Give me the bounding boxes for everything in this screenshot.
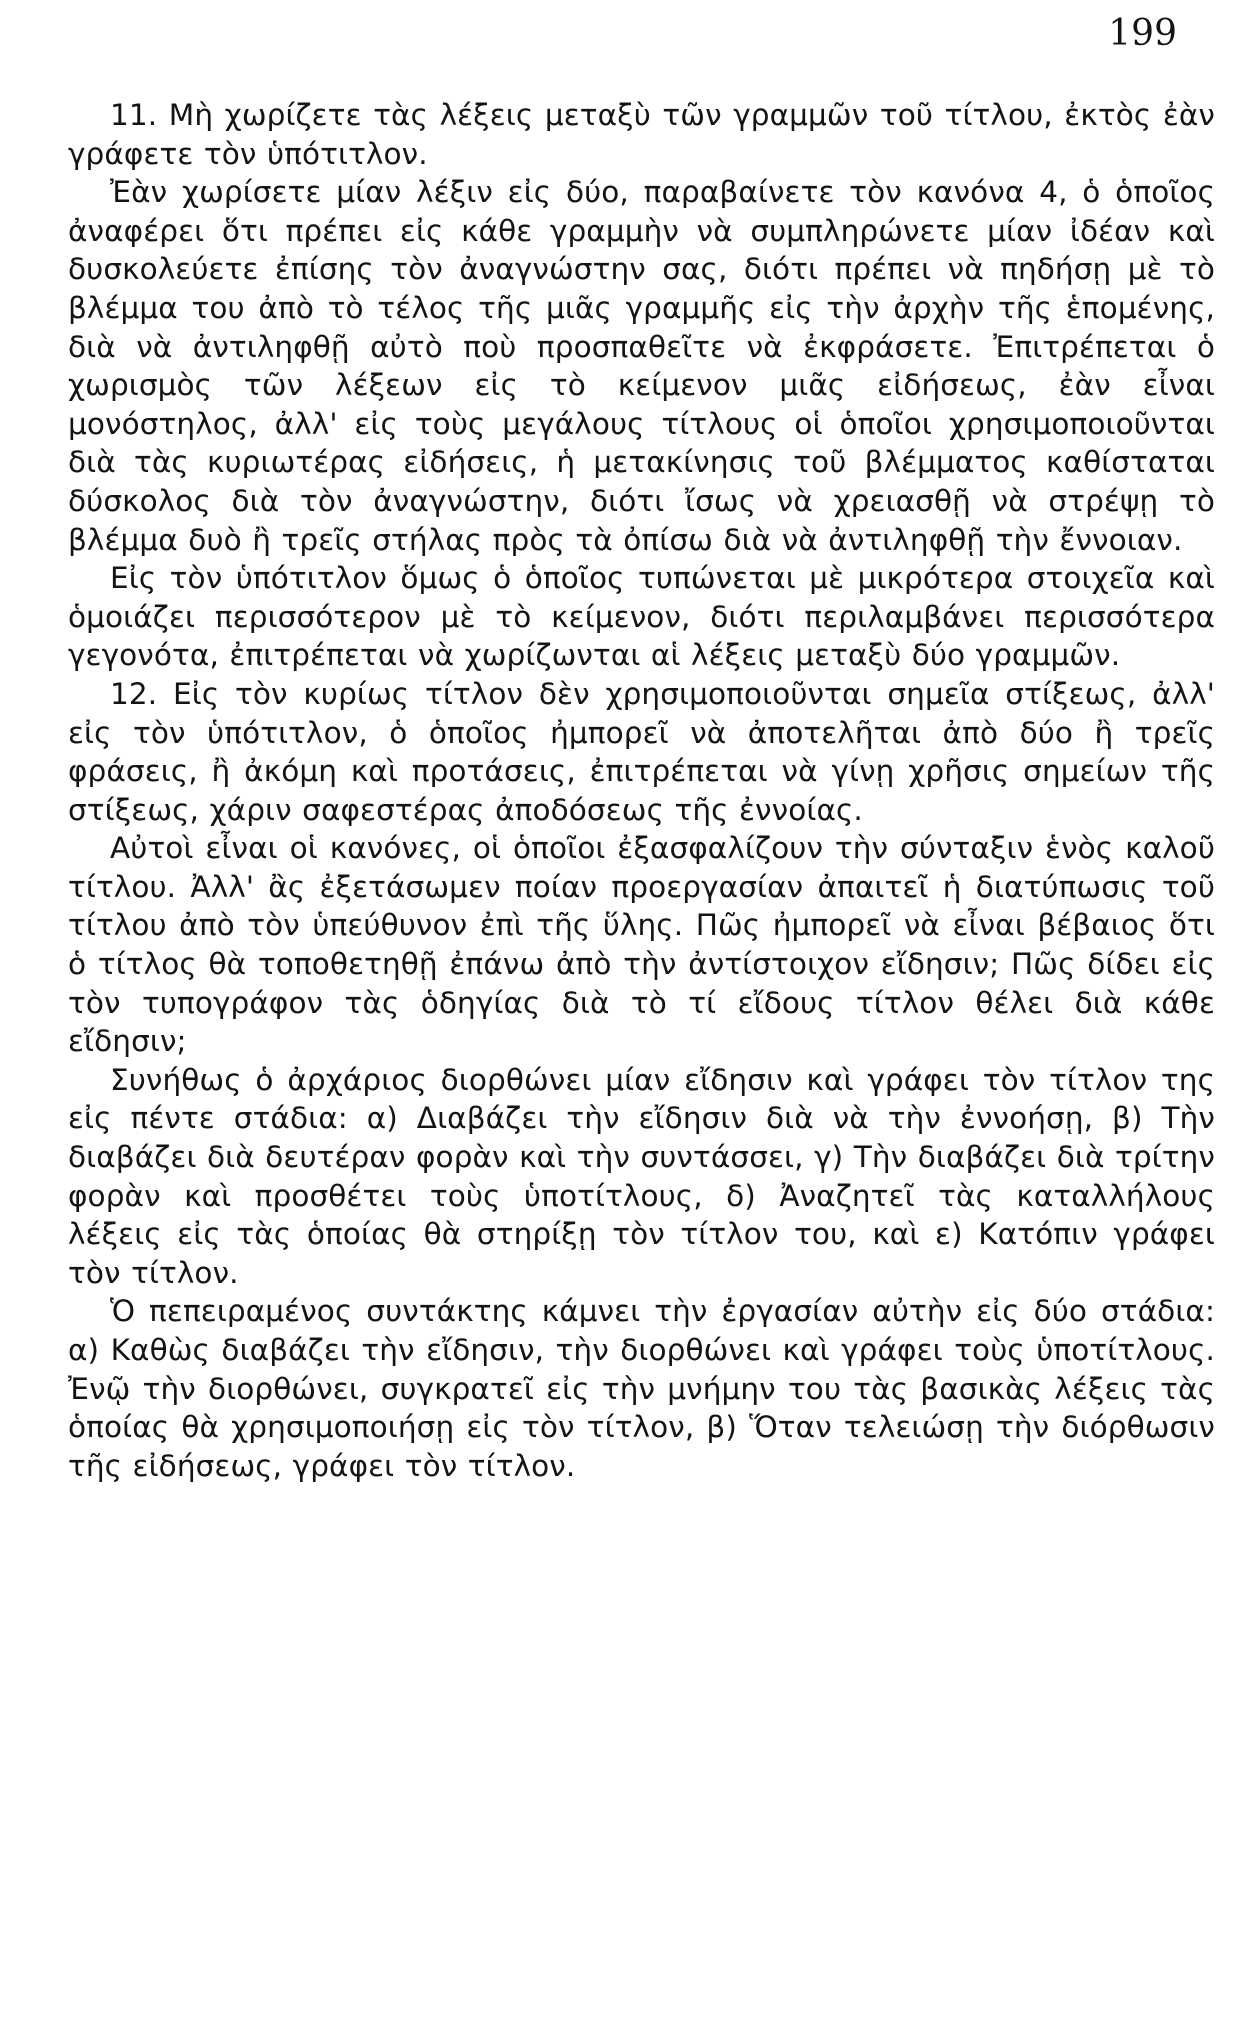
paragraph-subtitle-exception: Εἰς τὸν ὑπότιτλον ὅμως ὁ ὁποῖος τυπώνεται μὲ μικρότερα στοιχεῖα καὶ ὁμοιάζει περισσότερον μὲ τὸ κείμενον, διότι περιλαμβάνει περισσότερα γεγονότα, ἐπιτρέπεται νὰ χωρίζωνται αἱ λέξεις μεταξὺ δύο γραμμῶν.	[68, 561, 1215, 673]
paragraph-beginner-stages: Συνήθως ὁ ἀρχάριος διορθώνει μίαν εἴδησιν καὶ γράφει τὸν τίτλον της εἰς πέντε στάδια: α) Διαβάζει τὴν εἴδησιν διὰ νὰ τὴν ἐννοήσῃ, β) Τὴν διαβάζει διὰ δευτέραν φορὰν καὶ τὴν συντάσσει, γ) Τὴν διαβάζει διὰ τρίτην φορὰν καὶ προσθέτει τοὺς ὑποτίτλους, δ) Ἀναζητεῖ τὰς καταλλήλους λέξεις εἰς τὰς ὁποίας θὰ στηρίξῃ τὸν τίτλον του, καὶ ε) Κατόπιν γράφει τὸν τίτλον.	[68, 1062, 1215, 1290]
paragraph-rule-11: 11. Μὴ χωρίζετε τὰς λέξεις μεταξὺ τῶν γραμμῶν τοῦ τίτλου, ἐκτὸς ἐὰν γράφετε τὸν ὑπότιτλον.	[68, 98, 1215, 171]
paragraph-experienced-stages: Ὁ πεπειραμένος συντάκτης κάμνει τὴν ἐργασίαν αὐτὴν εἰς δύο στάδια: α) Καθὼς διαβάζει τὴν εἴδησιν, τὴν διορθώνει καὶ γράφει τοὺς ὑποτίτλους. Ἐνῷ τὴν διορθώνει, συγκρατεῖ εἰς τὴν μνήμην του τὰς βασικὰς λέξεις τὰς ὁποίας θὰ χρησιμοποιήσῃ εἰς τὸν τίτλον, β) Ὅταν τελειώσῃ τὴν διόρθωσιν τῆς εἰδήσεως, γράφει τὸν τίτλον.	[68, 1294, 1215, 1483]
text-body	[68, 96, 1215, 1485]
page-number: 199	[1108, 13, 1177, 54]
paragraph-rule-12: 12. Εἰς τὸν κυρίως τίτλον δὲν χρησιμοποιοῦνται σημεῖα στίξεως, ἀλλ' εἰς τὸν ὑπότιτλον, ὁ ὁποῖος ἠμπορεῖ νὰ ἀποτελῆται ἀπὸ δύο ἢ τρεῖς φράσεις, ἢ ἀκόμη καὶ προτάσεις, ἐπιτρέπεται νὰ γίνῃ χρῆσις σημείων τῆς στίξεως, χάριν σαφεστέρας ἀποδόσεως τῆς ἐννοίας.	[68, 676, 1215, 827]
paragraph-rules-summary: Αὐτοὶ εἶναι οἱ κανόνες, οἱ ὁποῖοι ἐξασφαλίζουν τὴν σύνταξιν ἑνὸς καλοῦ τίτλου. Ἀλλ' ἂς ἐξετάσωμεν ποίαν προεργασίαν ἀπαιτεῖ ἡ διατύπωσις τοῦ τίτλου ἀπὸ τὸν ὑπεύθυνον ἐπὶ τῆς ὕλης. Πῶς ἠμπορεῖ νὰ εἶναι βέβαιος ὅτι ὁ τίτλος θὰ τοποθετηθῇ ἐπάνω ἀπὸ τὴν ἀντίστοιχον εἴδησιν; Πῶς δίδει εἰς τὸν τυπογράφον τὰς ὁδηγίας διὰ τὸ τί εἴδους τίτλον θέλει διὰ κάθε εἴδησιν;	[68, 831, 1215, 1059]
paragraph-rule-11-explanation: Ἐὰν χωρίσετε μίαν λέξιν εἰς δύο, παραβαίνετε τὸν κανόνα 4, ὁ ὁποῖος ἀναφέρει ὅτι πρέπει εἰς κάθε γραμμὴν νὰ συμπληρώνετε μίαν ἰδέαν καὶ δυσκολεύετε ἐπίσης τὸν ἀναγνώστην σας, διότι πρέπει νὰ πηδήσῃ μὲ τὸ βλέμμα του ἀπὸ τὸ τέλος τῆς μιᾶς γραμμῆς εἰς τὴν ἀρχὴν τῆς ἑπομένης, διὰ νὰ ἀντιληφθῇ αὐτὸ ποὺ προσπαθεῖτε νὰ ἐκφράσετε. Ἐπιτρέπεται ὁ χωρισμὸς τῶν λέξεων εἰς τὸ κείμενον μιᾶς εἰδήσεως, ἐὰν εἶναι μονόστηλος, ἀλλ' εἰς τοὺς μεγάλους τίτλους οἱ ὁποῖοι χρησιμοποιοῦνται διὰ τὰς κυριωτέρας εἰδήσεις, ἡ μετακίνησις τοῦ βλέμματος καθίσταται δύσκολος διὰ τὸν ἀναγνώστην, διότι ἴσως νὰ χρειασθῇ νὰ στρέψῃ τὸ βλέμμα δυὸ ἢ τρεῖς στήλας πρὸς τὰ ὀπίσω διὰ νὰ ἀντιληφθῇ τὴν ἔννοιαν.	[68, 175, 1215, 557]
